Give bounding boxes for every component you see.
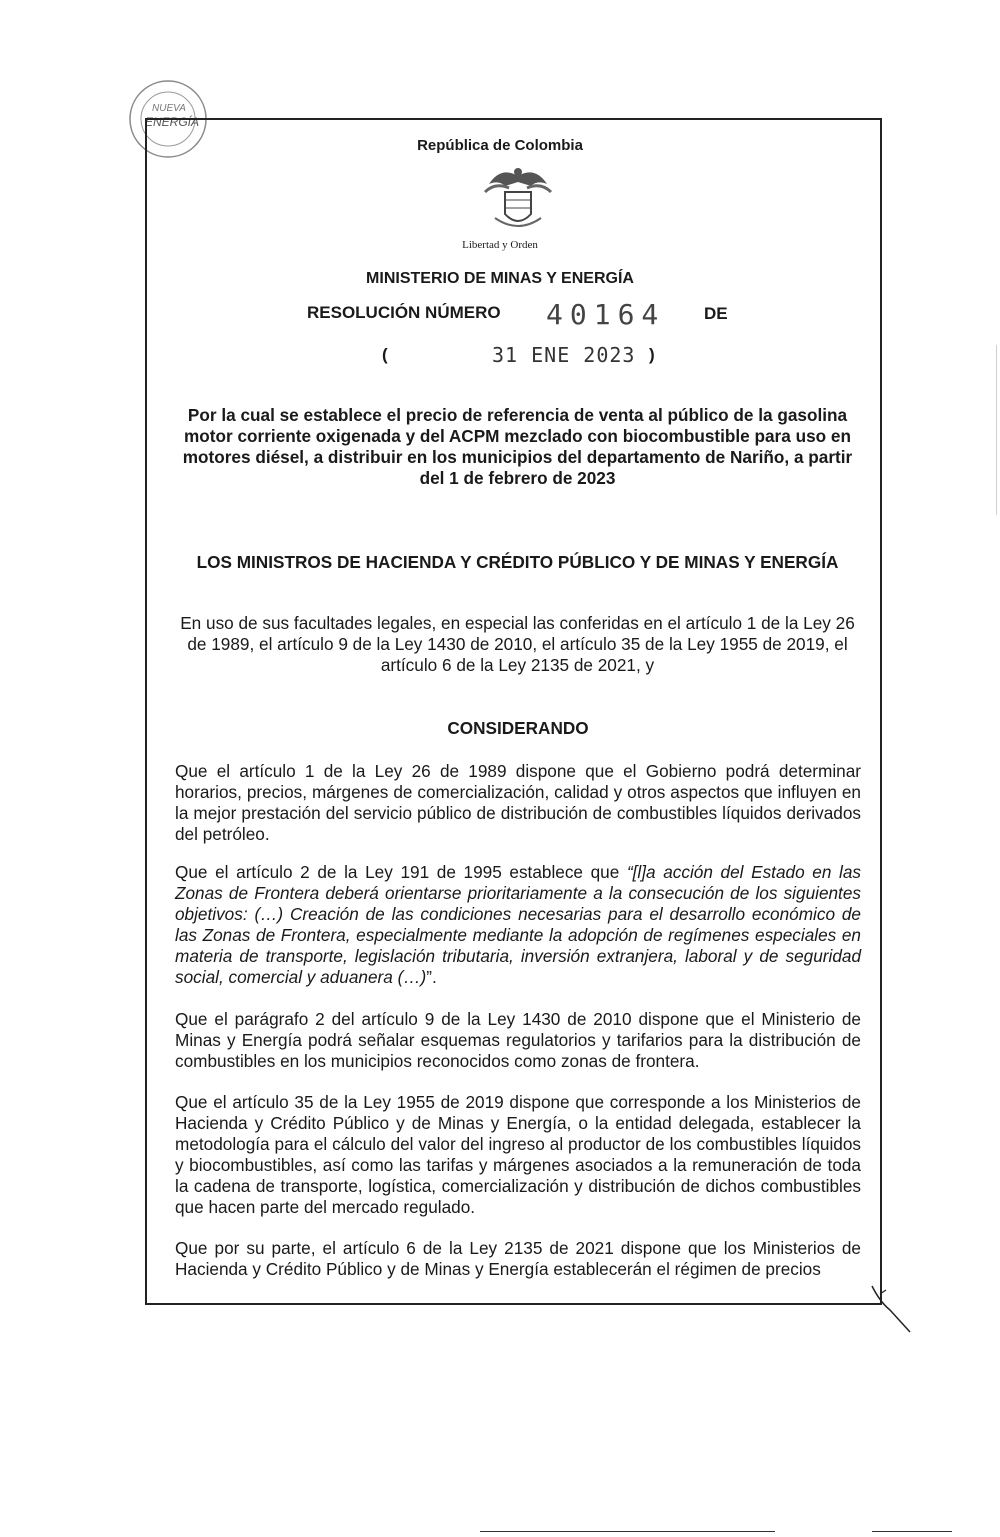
resolution-label: RESOLUCIÓN NÚMERO [307, 303, 501, 322]
considerando-heading: CONSIDERANDO [447, 718, 589, 738]
resolution-number: 40164 [546, 298, 666, 331]
resolution-subject: Por la cual se establece el precio de referencia de venta al público de la gasolina motor corriente oxigenada y del ACPM mezclado con biocombustible para uso en motores diésel, a distribuir en los municipios del departamento de Nariño, a partir del 1 de febrero de 2023 [182, 405, 853, 488]
open-paren: ( [382, 345, 388, 364]
close-paren: ) [649, 345, 655, 364]
national-motto: Libertad y Orden [462, 239, 538, 251]
paragraph-quote: “[l]a acción del Estado en las Zonas de Frontera deberá orientarse prioritariamente a la consecución de los siguientes objetivos: (…) Creación de las condiciones necesarias para el desarrollo económico de las Zonas de Frontera, especialmente mediante la adopción de regímenes especiales en materia de transporte, legislación tributaria, inversión extranjera, laboral y de seguridad social, comercial y aduanera (…) [175, 862, 861, 987]
coat-of-arms-icon [481, 162, 555, 238]
ministry-name: MINISTERIO DE MINAS Y ENERGÍA [366, 270, 634, 287]
resolution-date-stamp: 31 ENE 2023 [492, 343, 636, 367]
footer-rule-right [872, 1531, 952, 1532]
date-line [0, 343, 1000, 373]
country-name: República de Colombia [417, 137, 583, 154]
paragraph-ley-26-1989: Que el artículo 1 de la Ley 26 de 1989 dispone que el Gobierno podrá determinar horarios, precios, márgenes de comercialización, calidad y otros aspectos que influyen en la mejor prestación del servicio público de distribución de combustibles líquidos derivados del petróleo. [175, 761, 861, 844]
svg-text:NUEVA: NUEVA [152, 103, 186, 114]
footer-rule-left [480, 1531, 775, 1532]
paragraph-ley-191-1995 [175, 862, 861, 988]
legal-faculties: En uso de sus facultades legales, en especial las conferidas en el artículo 1 de la Ley 26 de 1989, el artículo 9 de la Ley 1430 de 2010, el artículo 35 de la Ley 1955 de 2019, el artículo 6 de la Ley 2135 de 2021, y [180, 613, 855, 675]
scan-edge-mark [996, 345, 997, 515]
de-label: DE [704, 304, 728, 323]
paragraph-tail: ”. [426, 967, 437, 987]
paragraph-ley-2135-2021: Que por su parte, el artículo 6 de la Ley 2135 de 2021 dispone que los Ministerios de Hacienda y Crédito Público y de Minas y Energía establecerán el régimen de precios [175, 1238, 861, 1279]
paragraph-lead: Que el artículo 2 de la Ley 191 de 1995 establece que [175, 862, 627, 882]
resolution-line [0, 298, 1000, 334]
ministers-heading: LOS MINISTROS DE HACIENDA Y CRÉDITO PÚBLICO Y DE MINAS Y ENERGÍA [196, 552, 839, 572]
paragraph-ley-1430-2010: Que el parágrafo 2 del artículo 9 de la Ley 1430 de 2010 dispone que el Ministerio de Minas y Energía podrá señalar esquemas regulatorios y tarifarios para la distribución de combustibles en los municipios reconocidos como zonas de frontera. [175, 1009, 861, 1071]
initials-signature [866, 1280, 916, 1340]
paragraph-ley-1955-2019: Que el artículo 35 de la Ley 1955 de 2019 dispone que corresponde a los Ministerios de Hacienda y Crédito Público y de Minas y Energía, o la entidad delegada, establecer la metodología para el cálculo del valor del ingreso al productor de los combustibles líquidos y biocombustibles, así como las tarifas y márgenes asociados a la remuneración de toda la cadena de transporte, logística, comercialización y distribución de dichos combustibles que hacen parte del mercado regulado. [175, 1092, 861, 1217]
svg-text:ENERGÍA: ENERGÍA [145, 115, 200, 129]
